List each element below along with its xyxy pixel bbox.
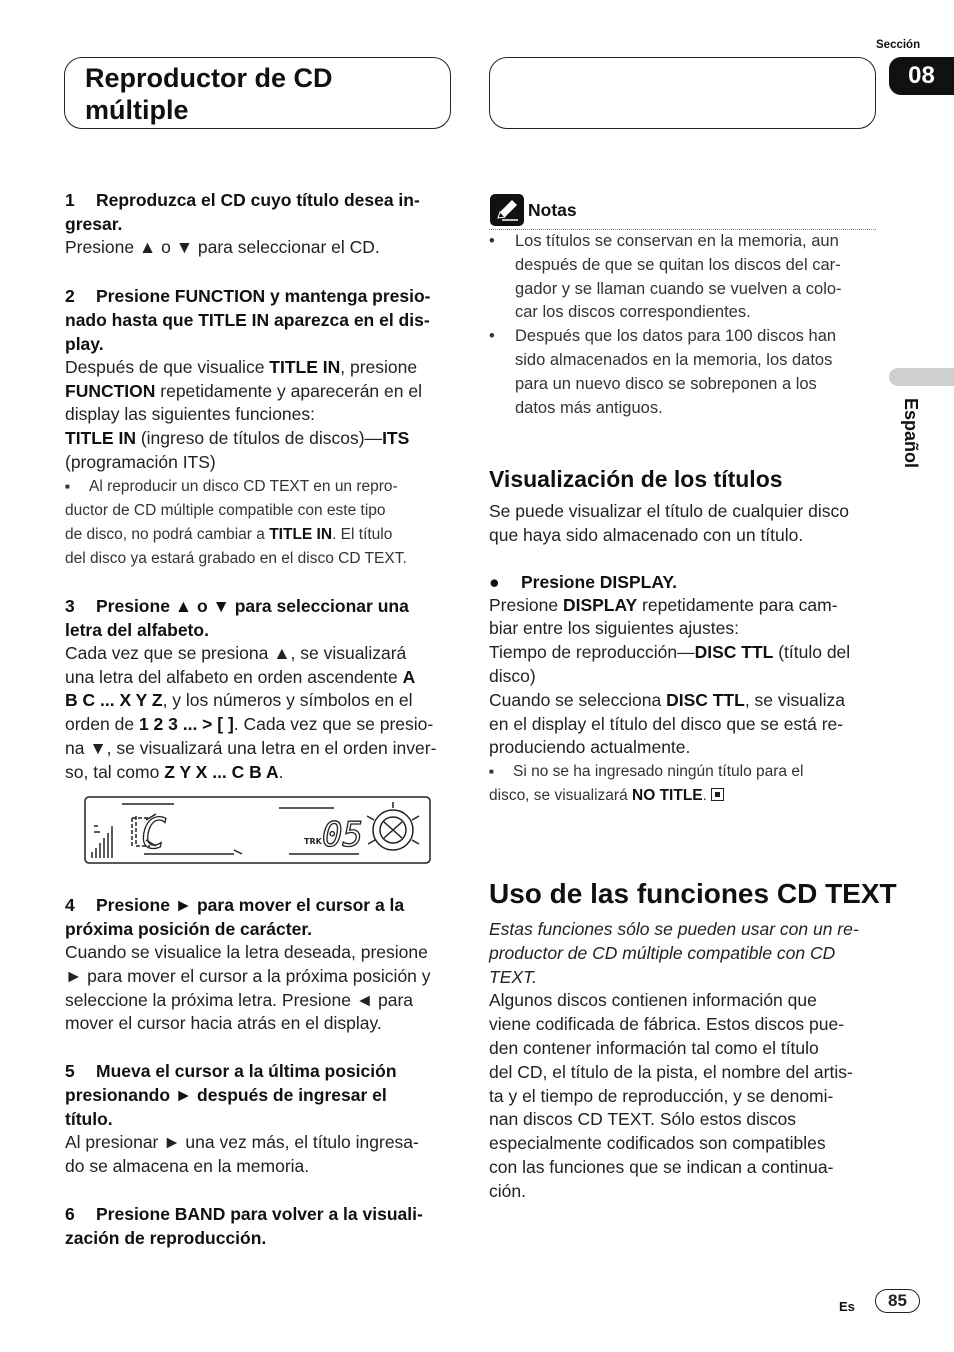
step-1: 1 Reproduzca el CD cuyo título desea in- gresar. Presione ▲ o ▼ para seleccionar el CD. (65, 190, 420, 257)
lcd-svg (84, 796, 431, 864)
language-side-tab (889, 368, 954, 386)
lcd-display-illustration (84, 796, 431, 864)
step-6: 6 Presione BAND para volver a la visuali- zación de reproducción. (65, 1203, 423, 1248)
notes-title: Notas (528, 200, 577, 220)
left-column (65, 188, 455, 785)
note-pencil-icon (490, 194, 530, 226)
visualizacion-body: Se puede visualizar el título de cualquier disco que haya sido almacenado con un título. ● Presione DISPLAY. Presione DISPLAY repetidamente para cam- biar entre los siguientes ajustes: Tiempo de reproducción—DISC TTL (título del disco) Cuando se selecciona DISC TTL, se visualiza en el display el título del disco que se está re- produciendo actualmente. ■ Si no se ha ingresado ningún título para el disco, se visualizará NO TITLE. (489, 500, 884, 808)
section-number-tab: 08 (889, 57, 954, 95)
note-line: ■ Al reproducir un disco CD TEXT en un repro- (65, 475, 455, 499)
step-3: 3 Presione ▲ o ▼ para seleccionar una letra del alfabeto. Cada vez que se presiona ▲, se visualizará una letra del alfabeto en orden ascendente A B C ... X Y Z, y los números y símbolos en el orden de 1 2 3 ... > [ ]. Cada vez que se presio- na ▼, se visualizará una letra en el orden inver- so, tal como Z Y X ... C B A. (65, 595, 437, 782)
language-side-label: Español (901, 398, 921, 469)
header-empty-box (489, 57, 876, 129)
end-mark-icon (711, 788, 724, 801)
notes-list (489, 230, 879, 420)
lcd-trk-label: TRK (304, 837, 322, 846)
step-4: 4 Presione ► para mover el cursor a la próxima posición de carácter. Cuando se visualice la letra deseada, presione ► para mover el cursor a la próxima posición y seleccione la próxima letra. Presione ◄ para mover el cursor hacia atrás en el display. (65, 895, 431, 1034)
bullet-dot-icon: ● (489, 571, 500, 592)
display-step: ● Presione DISPLAY. (489, 571, 677, 592)
lcd-char: C (141, 809, 167, 858)
chapter-title-line2: múltiple (85, 95, 189, 125)
left-column-lower (65, 893, 455, 1250)
note-line: ■ Si no se ha ingresado ningún título para el (489, 760, 884, 784)
note-item: • Después que los datos para 100 discos han sido almacenados en la memoria, los datos para un nuevo disco se sobreponen a los datos más antiguos. (489, 325, 879, 420)
section-heading-visualizacion: Visualización de los títulos (489, 466, 783, 492)
page-number: 85 (875, 1289, 920, 1313)
chapter-title-box (64, 57, 451, 129)
footer-language: Es (839, 1299, 855, 1314)
section-label: Sección (876, 39, 921, 51)
section-heading-cd-text: Uso de las funciones CD TEXT (489, 878, 897, 909)
step-2: 2 Presione FUNCTION y mantenga presio- nado hasta que TITLE IN aparezca en el dis- play. Después de que visualice TITLE IN, presione FUNCTION repetidamente y aparecerán en el display las siguientes funciones: TITLE IN (ingreso de títulos de discos)—ITS (programación ITS) ■ Al reproducir un disco CD TEXT en un repro- ductor de CD múltiple compatible con este tipo de disco, no podrá cambiar a TITLE IN. El título del disco ya estará grabado en el disco CD TEXT. (65, 284, 455, 571)
lcd-track-number: 05 (322, 815, 363, 855)
note-item: • Los títulos se conservan en la memoria, aun después de que se quitan los discos del car- gador y se llaman cuando se vuelven a colo- car los discos correspondientes. (489, 230, 879, 325)
step-5: 5 Mueva el cursor a la última posición presionando ► después de ingresar el título. Al presionar ► una vez más, el título ingresa- do se almacena en la memoria. (65, 1061, 419, 1176)
cd-text-body: Estas funciones sólo se pueden usar con un re- productor de CD múltiple compatible con CD TEXT. Algunos discos contienen información que viene codificada de fábrica. Estos discos pue- den contener información tal como el título del CD, el título de la pista, el nombre del artis- ta y el tiempo de reproducción, y se denomi- nan discos CD TEXT. Sólo estos discos especialmente codificados son compatibles con las funciones que se indican a continua- ción. (489, 919, 859, 1201)
chapter-title-line1: Reproductor de CD (85, 63, 333, 93)
